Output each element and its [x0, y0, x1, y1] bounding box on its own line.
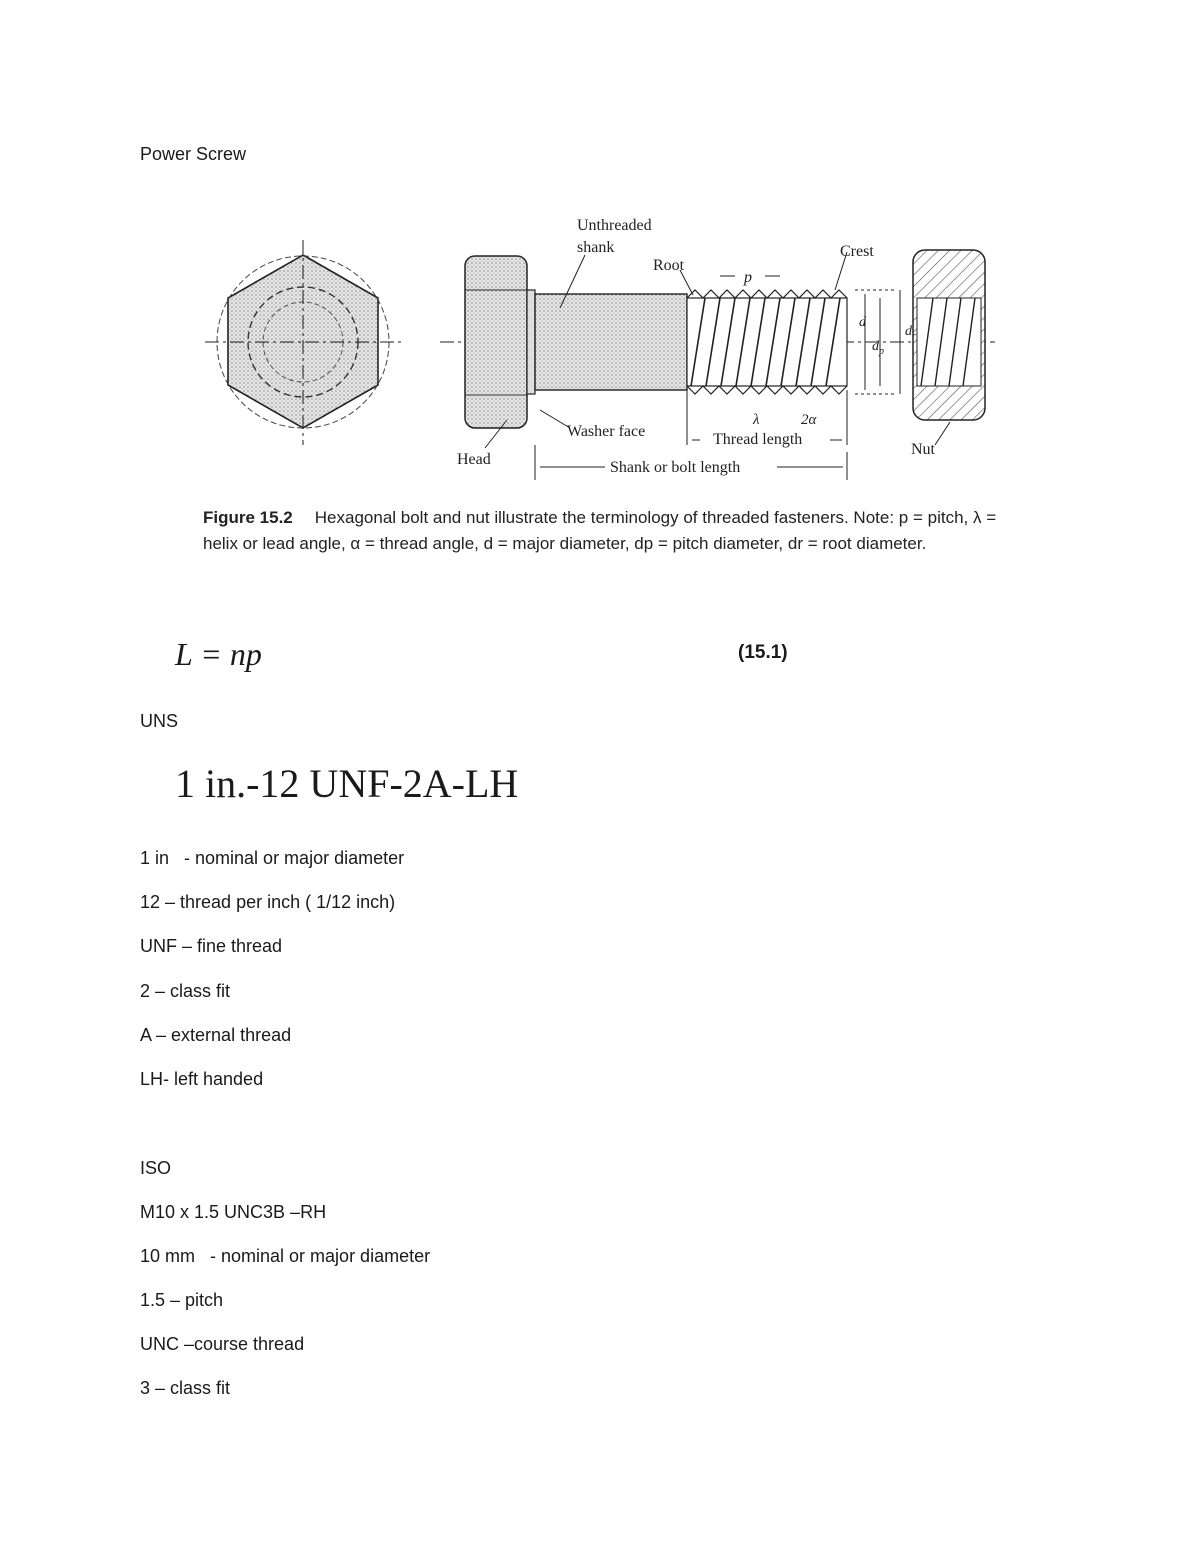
label-dr: $d_r$	[905, 324, 916, 342]
label-lambda: λ	[753, 412, 760, 428]
label-washer-face: Washer face	[567, 423, 646, 440]
equation: L = np	[175, 636, 262, 672]
label-shank-length: Shank or bolt length	[610, 459, 741, 476]
uns-designation: 1 in.-12 UNF-2A-LH	[175, 761, 519, 806]
iso-item: 10 mm - nominal or major diameter	[140, 1246, 431, 1266]
label-dp: $d_p$	[872, 339, 884, 357]
label-head: Head	[457, 451, 491, 468]
uns-item: A – external thread	[140, 1025, 292, 1045]
uns-item: 1 in - nominal or major diameter	[140, 848, 405, 868]
label-two-alpha: 2α	[801, 412, 817, 428]
uns-item: UNF – fine thread	[140, 936, 283, 956]
iso-heading: ISO	[140, 1158, 172, 1178]
label-pitch: p	[744, 269, 752, 286]
uns-heading: UNS	[140, 711, 179, 731]
uns-item: 12 – thread per inch ( 1/12 inch)	[140, 892, 396, 912]
bolt-side-view	[440, 256, 995, 428]
iso-item: 3 – class fit	[140, 1378, 231, 1398]
figure-caption	[203, 505, 1023, 557]
label-unthreaded: Unthreaded	[577, 217, 652, 234]
label-root: Root	[653, 257, 685, 274]
label-nut: Nut	[911, 441, 935, 458]
nut-section	[913, 250, 985, 420]
page-title: Power Screw	[140, 144, 247, 164]
hex-head-end-view	[205, 240, 405, 445]
equation-number: (15.1)	[738, 642, 788, 663]
label-crest: Crest	[840, 243, 874, 260]
figure-caption-text: Hexagonal bolt and nut illustrate the terminology of threaded fasteners. Note: p = pitch, λ = helix or lead angle, α = thread angle, d = major diameter, dp = pitch diameter, dr = root diameter.	[203, 508, 997, 553]
label-shank: shank	[577, 239, 615, 256]
bolt-and-nut-figure	[195, 190, 1005, 490]
iso-item: 1.5 – pitch	[140, 1290, 224, 1310]
label-d: d	[859, 315, 866, 330]
iso-item: UNC –course thread	[140, 1334, 305, 1354]
uns-item: 2 – class fit	[140, 981, 231, 1001]
figure-caption-label: Figure 15.2	[203, 508, 293, 527]
uns-item: LH- left handed	[140, 1069, 264, 1089]
label-thread-length: Thread length	[713, 431, 803, 448]
iso-designation: M10 x 1.5 UNC3B –RH	[140, 1202, 327, 1222]
